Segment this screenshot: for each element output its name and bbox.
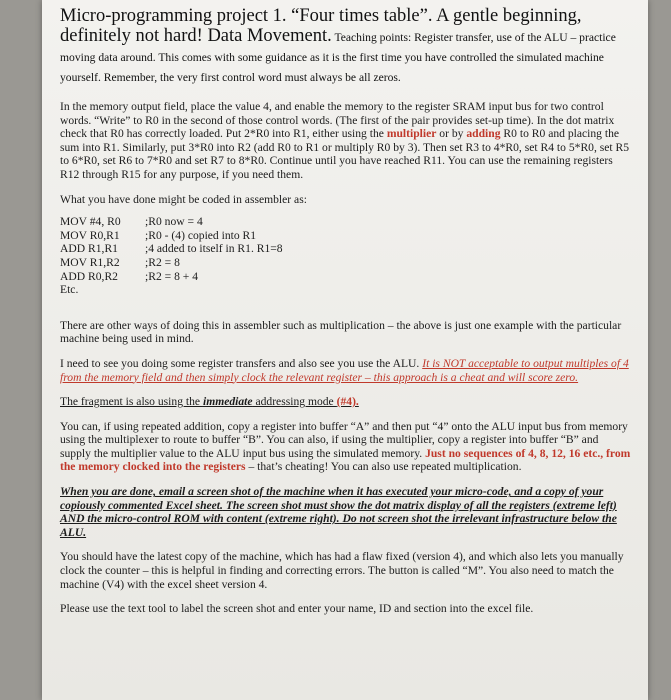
document-page xyxy=(42,0,648,700)
page-title xyxy=(60,6,632,86)
paragraph-addressing-mode xyxy=(60,395,632,409)
code-comment: ;R2 = 8 + 4 xyxy=(145,269,199,283)
code-instruction: ADD R1,R1 xyxy=(60,242,118,256)
code-comment: ;R2 = 8 xyxy=(145,255,180,269)
assembler-code-block xyxy=(60,215,632,297)
code-instruction: MOV #4, R0 xyxy=(60,215,121,229)
teaching-points: Teaching points: Register transfer, use of the ALU – practice moving data around. This comes with some guidance as it is the first time you have controlled the simulated machine yourself. Remember, the very first control word must always be all zeros. xyxy=(60,31,616,84)
cheat-warning: It is NOT acceptable to output multiples of 4 from the memory field and then simply clock the relevant register – this approach is a cheat and will score zero. xyxy=(60,356,629,384)
keyword-multiplier: multiplier xyxy=(386,127,437,141)
p7-text-b: The screen shot must show the dot matrix display of all the registers (extreme left) AND the micro-control ROM with content (extreme right). xyxy=(60,498,617,526)
code-line xyxy=(60,283,632,297)
keyword-immediate: immediate xyxy=(202,395,253,409)
code-comment: ;R0 now = 4 xyxy=(145,215,203,229)
title-main: Micro-programming project 1. “Four times table”. A gentle beginning, definitely not hard! Data Movement. xyxy=(60,6,582,46)
p1-text-b: or by xyxy=(436,127,467,141)
code-comment: ;4 added to itself in R1. R1=8 xyxy=(145,242,283,256)
p6-text-b: – that’s cheating! You can also use repeated multiplication. xyxy=(245,460,522,474)
code-comment: ;R0 - (4) copied into R1 xyxy=(145,228,257,242)
p4-text: I need to see you doing some register transfers and also see you use the ALU. xyxy=(60,356,423,370)
code-line xyxy=(60,242,632,256)
p1-text-c: R0 to R0 and placing the sum into R1. Similarly, put 3*R0 into R2 (add R0 to R1 or multiply R0 by 3). Then set R3 to 4*R0, set R4 to 5*R0, set R5 to 6*R0, set R6 to 7*R0 and set R7 to 8*R0. Continue until you have reached R11. You can use the remaining registers R12 through R15 for any purpose, if you need them. xyxy=(60,127,630,181)
p5-text-a: The fragment is also using the xyxy=(60,395,203,409)
paragraph-other-ways: There are other ways of doing this in assembler such as multiplication – the above is just one example with the particular machine being used in mind. xyxy=(60,318,622,346)
code-instruction: Etc. xyxy=(60,283,79,297)
code-instruction: ADD R0,R2 xyxy=(60,269,118,283)
document-content xyxy=(60,6,632,616)
paragraph-instructions xyxy=(60,100,632,182)
p7-text-a: When you are done, email a screen shot of the machine when it has executed your micro-code, and a copy of your copiously commented Excel sheet. xyxy=(60,485,604,512)
sequence-warning: Just no sequences of 4, 8, 12, 16 etc., from the memory clocked into the registers xyxy=(60,446,631,474)
code-line xyxy=(60,256,632,270)
paragraph-requirements xyxy=(60,357,632,384)
paragraph-alu-usage xyxy=(60,420,632,474)
keyword-adding: adding xyxy=(466,127,501,141)
paragraph-assembler-intro: What you have done might be coded in assembler as: xyxy=(60,192,307,206)
immediate-operand: (#4). xyxy=(336,395,359,409)
code-instruction: MOV R0,R1 xyxy=(60,228,120,242)
code-line xyxy=(60,270,632,284)
p1-text-a: In the memory output field, place the value 4, and enable the memory to the register SRAM input bus for two control words. “Write” to R0 in the second of those control words. (The first of the pair provides set-up time). In the dot matrix check that R0 has correctly loaded. Put 2*R0 into R1, either using the xyxy=(60,100,615,141)
code-line xyxy=(60,229,632,243)
p6-text-a: You can, if using repeated addition, copy a register into buffer “A” and then put “4” onto the ALU input bus from memory using the multiplexer to route to buffer “B”. You can also, if using the multiplier, copy a register into buffer “B” and supply the multiplier value to the ALU input bus using the simulated memory. xyxy=(60,419,628,460)
p5-text-c: addressing mode xyxy=(252,395,337,409)
code-line xyxy=(60,215,632,229)
paragraph-machine-version: You should have the latest copy of the machine, which has had a flaw fixed (version 4), and which also lets you manually clock the counter – this is helpful in finding and correcting errors. The button is called “M”. You also need to match the machine (V4) with the excel sheet version 4. xyxy=(60,550,624,591)
paragraph-labeling: Please use the text tool to label the screen shot and enter your name, ID and section into the excel file. xyxy=(60,602,534,616)
paragraph-submission xyxy=(60,485,632,539)
code-instruction: MOV R1,R2 xyxy=(60,255,120,269)
p7-text-c: Do not screen shot the irrelevant infrastructure below the ALU. xyxy=(60,512,617,539)
